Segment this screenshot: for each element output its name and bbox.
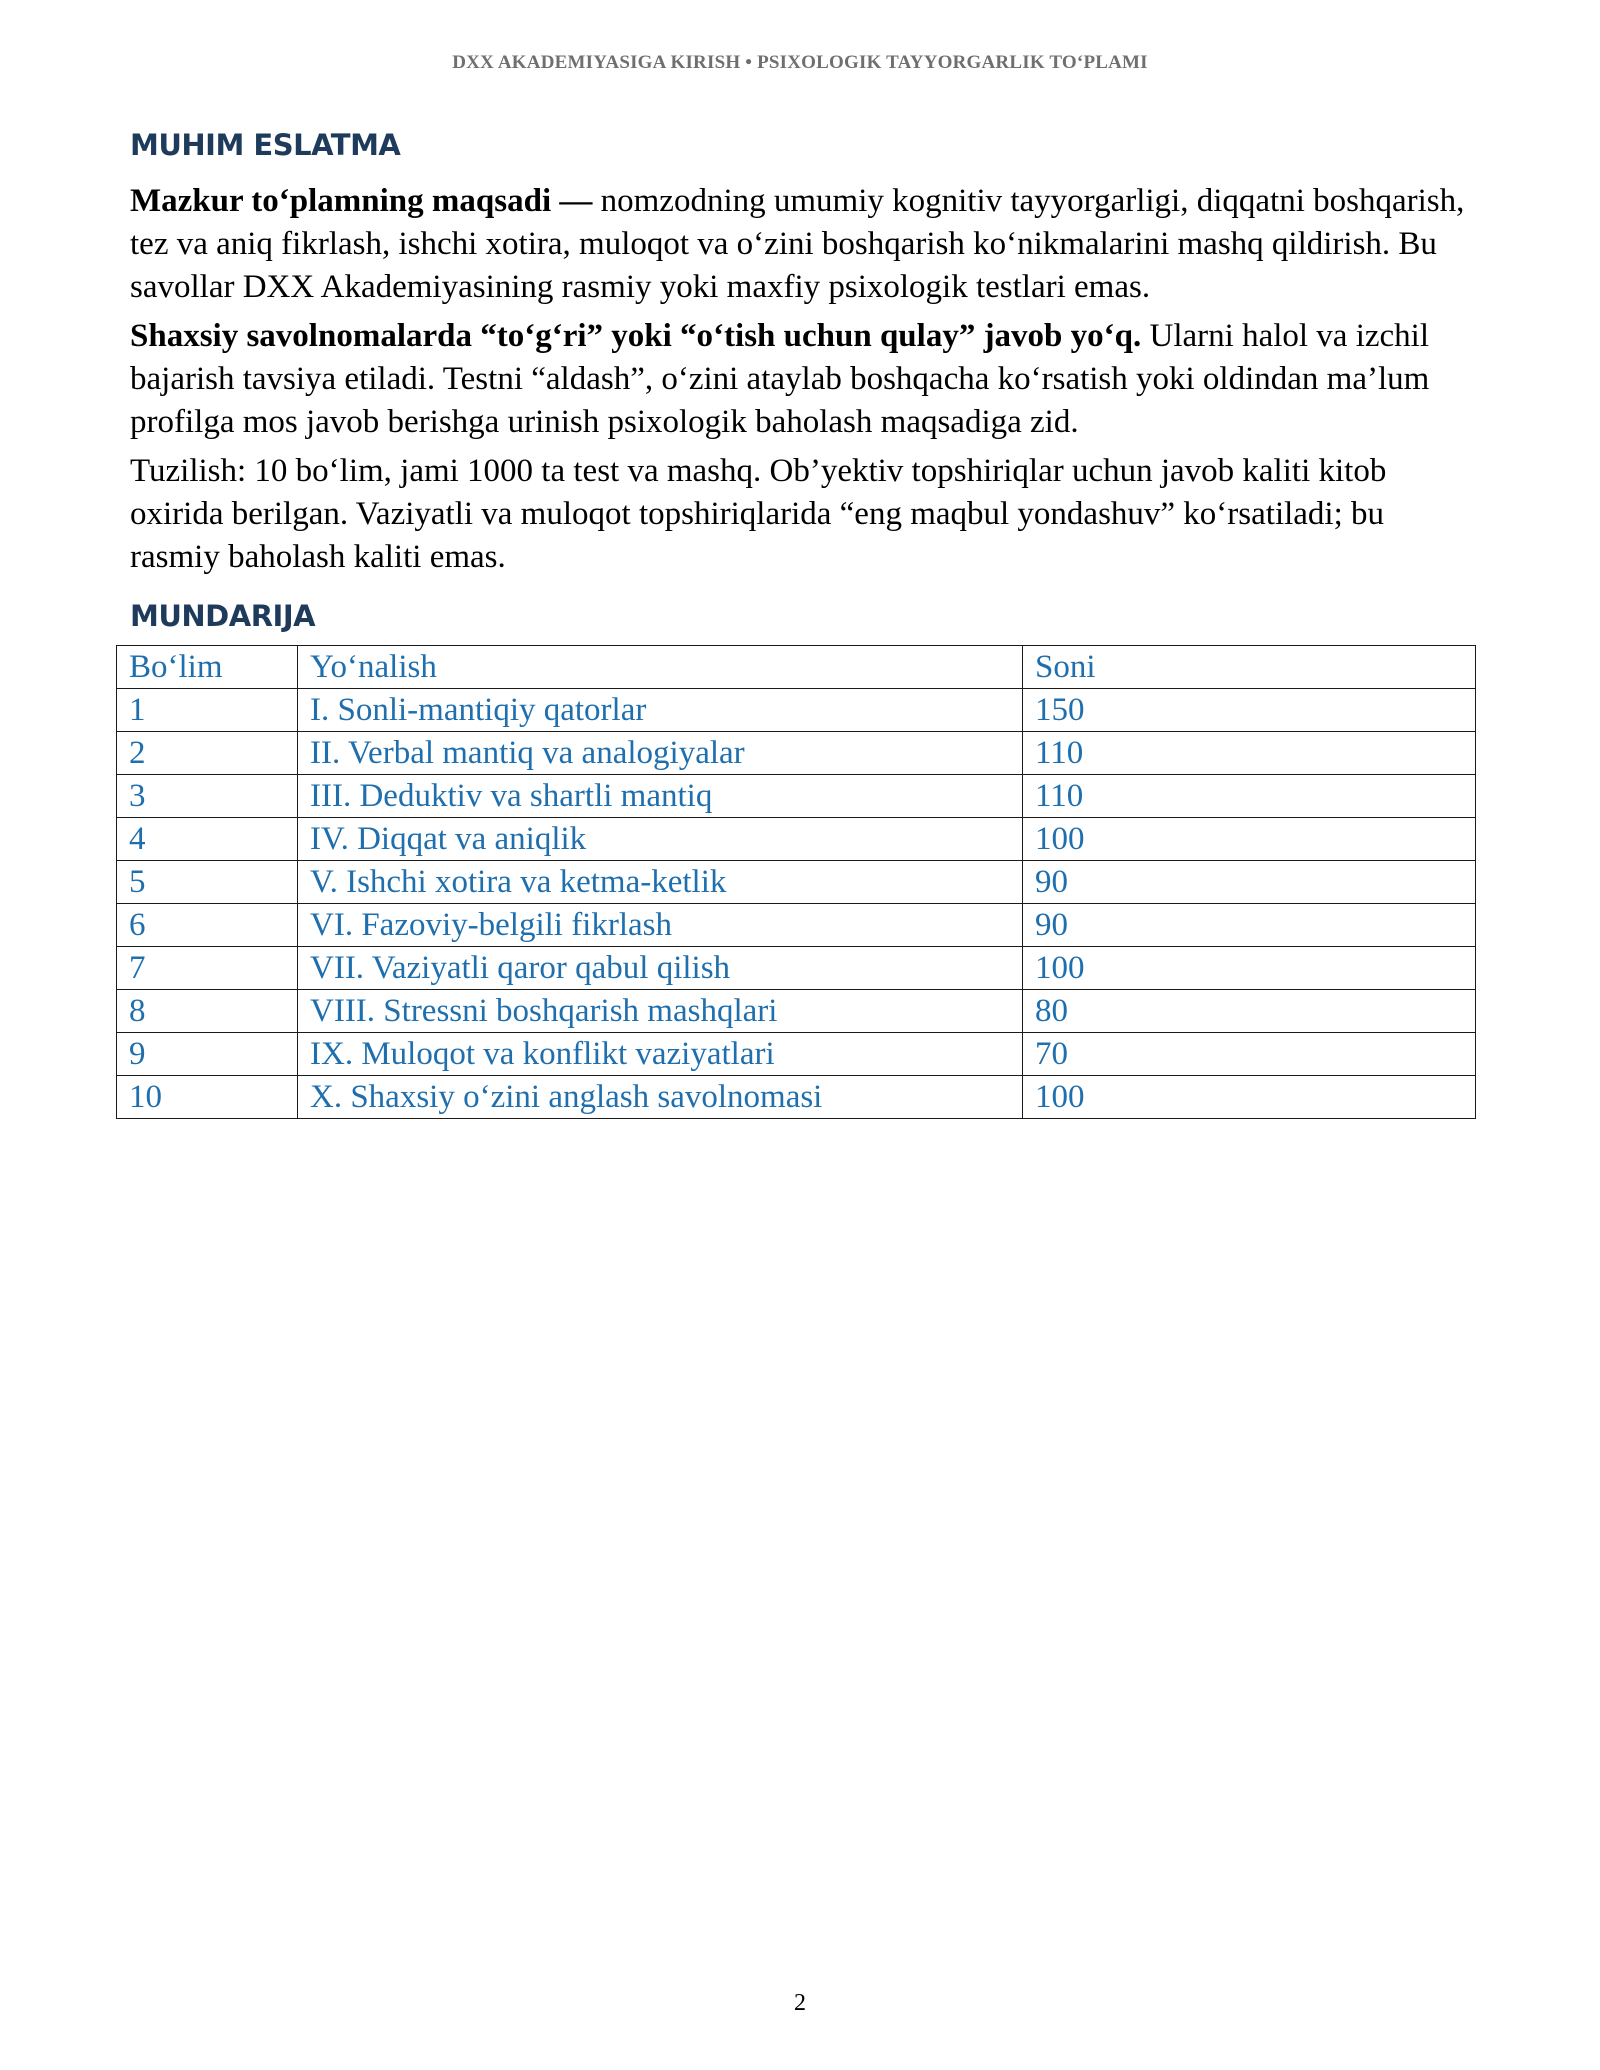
toc-cell-count: 80	[1023, 990, 1476, 1033]
toc-cell-direction: VII. Vaziyatli qaror qabul qilish	[298, 947, 1023, 990]
notice-paragraph-structure	[130, 450, 1480, 579]
toc-cell-section: 6	[117, 904, 298, 947]
toc-row	[117, 904, 1476, 947]
toc-header-row	[117, 646, 1476, 689]
toc-cell-count: 110	[1023, 732, 1476, 775]
notice-paragraph-purpose	[130, 180, 1480, 309]
toc-row	[117, 861, 1476, 904]
toc-cell-direction: X. Shaxsiy o‘zini anglash savolnomasi	[298, 1076, 1023, 1119]
toc-cell-count: 110	[1023, 775, 1476, 818]
purpose-text: nomzodning umumiy kognitiv tayyorgarligi, diqqatni boshqarish, tez va aniq fikrlash, ishchi xotira, muloqot va o‘zini boshqarish ko‘nikmalarini mashq qildirish. Bu savollar DXX Akademiyasining rasmiy yoki maxfiy psixologik testlari emas.	[130, 183, 1465, 305]
toc-cell-section: 4	[117, 818, 298, 861]
toc-column-header-direction: Yo‘nalish	[298, 646, 1023, 689]
toc-cell-direction: VIII. Stressni boshqarish mashqlari	[298, 990, 1023, 1033]
toc-row	[117, 689, 1476, 732]
toc-cell-count: 100	[1023, 818, 1476, 861]
page-content	[130, 128, 1480, 1119]
structure-text: Tuzilish: 10 bo‘lim, jami 1000 ta test va mashq. Ob’yektiv topshiriqlar uchun javob kaliti kitob oxirida berilgan. Vaziyatli va muloqot topshiriqlarida “eng maqbul yondashuv” ko‘rsatiladi; bu rasmiy baholash kaliti emas.	[130, 453, 1387, 575]
toc-cell-section: 1	[117, 689, 298, 732]
toc-cell-section: 9	[117, 1033, 298, 1076]
notice-paragraph-honesty	[130, 315, 1480, 444]
toc-row	[117, 775, 1476, 818]
toc-cell-count: 90	[1023, 861, 1476, 904]
toc-cell-section: 3	[117, 775, 298, 818]
toc-cell-direction: III. Deduktiv va shartli mantiq	[298, 775, 1023, 818]
toc-row	[117, 732, 1476, 775]
toc-cell-direction: VI. Fazoviy-belgili fikrlash	[298, 904, 1023, 947]
notice-heading: MUHIM ESLATMA	[130, 128, 401, 162]
toc-cell-section: 10	[117, 1076, 298, 1119]
toc-table-body	[117, 646, 1476, 1119]
toc-table	[116, 645, 1476, 1119]
toc-row	[117, 1076, 1476, 1119]
toc-cell-count: 150	[1023, 689, 1476, 732]
toc-column-header-section: Bo‘lim	[117, 646, 298, 689]
toc-cell-section: 7	[117, 947, 298, 990]
toc-cell-section: 2	[117, 732, 298, 775]
toc-cell-count: 100	[1023, 1076, 1476, 1119]
toc-cell-direction: IV. Diqqat va aniqlik	[298, 818, 1023, 861]
toc-cell-direction: II. Verbal mantiq va analogiyalar	[298, 732, 1023, 775]
toc-row	[117, 990, 1476, 1033]
purpose-lead: Mazkur to‘plamning maqsadi —	[130, 183, 593, 219]
page-number: 2	[794, 1990, 806, 2016]
toc-cell-count: 70	[1023, 1033, 1476, 1076]
honesty-text: Ularni halol va izchil bajarish tavsiya etiladi. Testni “aldash”, o‘zini ataylab boshqacha ko‘rsatish yoki oldindan ma’lum profilga mos javob berishga urinish psixologik baholash maqsadiga zid.	[130, 318, 1430, 440]
honesty-lead: Shaxsiy savolnomalarda “to‘g‘ri” yoki “o‘tish uchun qulay” javob yo‘q.	[130, 318, 1142, 354]
toc-cell-section: 5	[117, 861, 298, 904]
toc-cell-direction: I. Sonli-mantiqiy qatorlar	[298, 689, 1023, 732]
toc-column-header-count: Soni	[1023, 646, 1476, 689]
toc-row	[117, 1033, 1476, 1076]
toc-cell-direction: IX. Muloqot va konflikt vaziyatlari	[298, 1033, 1023, 1076]
running-header: DXX AKADEMIYASIGA KIRISH • PSIXOLOGIK TAYYORGARLIK TO‘PLAMI	[452, 52, 1148, 73]
toc-heading: MUNDARIJA	[130, 599, 316, 633]
toc-cell-direction: V. Ishchi xotira va ketma-ketlik	[298, 861, 1023, 904]
toc-row	[117, 947, 1476, 990]
toc-cell-section: 8	[117, 990, 298, 1033]
toc-row	[117, 818, 1476, 861]
toc-cell-count: 90	[1023, 904, 1476, 947]
toc-cell-count: 100	[1023, 947, 1476, 990]
